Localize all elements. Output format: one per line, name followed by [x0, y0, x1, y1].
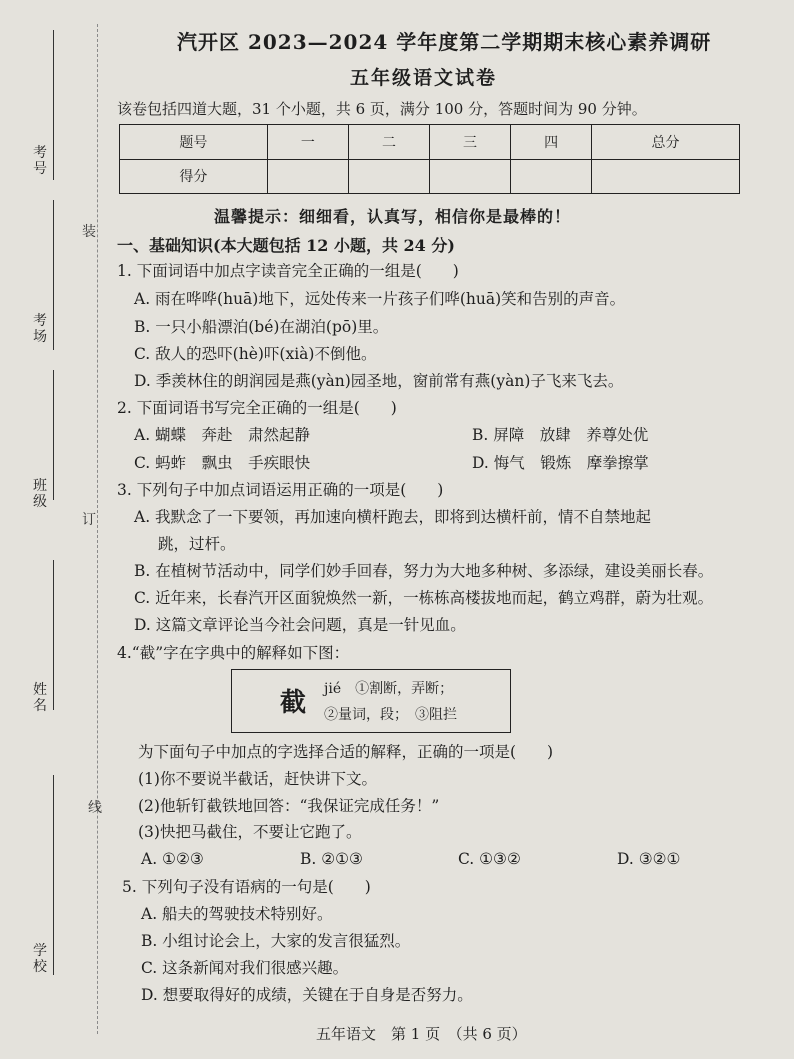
- score-table-row: [120, 159, 740, 194]
- score-table-cell: 四: [511, 125, 592, 160]
- binding-dashed-line: [97, 24, 98, 1034]
- field-label-xuexiao: 学校: [33, 943, 47, 975]
- q5-stem: 5. 下列句子没有语病的一句是( ): [122, 878, 371, 896]
- field-line-xingming: [53, 560, 54, 710]
- q3-stem: 3. 下列句子中加点词语运用正确的一项是( ): [117, 481, 444, 499]
- score-table-cell: 一: [267, 125, 348, 160]
- score-input-cell[interactable]: [592, 159, 740, 194]
- binding-mark-zhuang: 装: [82, 224, 96, 240]
- section-1-title: 一、基础知识(本大题包括 12 小题，共 24 分): [117, 236, 455, 255]
- dictionary-entry-box: [231, 669, 511, 733]
- q2-option-a: A. 蝴蝶 奔赴 肃然起静: [134, 426, 311, 444]
- q4-option-d: D. ③②①: [617, 850, 681, 868]
- field-label-kaochang: 考场: [33, 313, 47, 345]
- dictionary-character: 截: [280, 688, 307, 718]
- field-line-kaohao: [53, 30, 54, 180]
- q5-option-d: D. 想要取得好的成绩，关键在于自身是否努力。: [141, 986, 473, 1004]
- dictionary-definition-1: jié ①割断，弄断；: [324, 681, 454, 697]
- field-label-kaohao: 考号: [33, 145, 47, 177]
- score-table-cell: 二: [348, 125, 429, 160]
- field-line-kaochang: [53, 200, 54, 350]
- q3-option-c: C. 近年来，长春汽开区面貌焕然一新，一栋栋高楼拔地而起，鹤立鸡群，蔚为壮观。: [134, 589, 714, 607]
- dictionary-definition-2: ②量词，段； ③阻拦: [324, 707, 457, 723]
- score-input-cell[interactable]: [429, 159, 510, 194]
- q3-option-a-line1: A. 我默念了一下要领，再加速向横杆跑去，即将到达横杆前，情不自禁地起: [134, 508, 652, 526]
- q1-option-d: D. 季羡林住的朗润园是燕(yàn)园圣地，窗前常有燕(yàn)子飞来飞去。: [134, 372, 624, 390]
- q1-stem: 1. 下面词语中加点字读音完全正确的一组是( ): [117, 262, 459, 280]
- q4-option-a: A. ①②③: [141, 850, 204, 868]
- score-input-cell[interactable]: [348, 159, 429, 194]
- q4-stem: 4.“截”字在字典中的解释如下图：: [117, 644, 350, 662]
- q1-option-c: C. 敌人的恐吓(hè)吓(xià)不倒他。: [134, 345, 377, 363]
- score-table: [119, 124, 740, 194]
- score-input-cell[interactable]: [511, 159, 592, 194]
- field-line-banji: [53, 370, 54, 500]
- exam-intro: 该卷包括四道大题，31 个小题，共 6 页，满分 100 分，答题时间为 90 分钟。: [117, 100, 647, 118]
- page-title: 汽开区 2023—2024 学年度第二学期期末核心素养调研: [177, 30, 712, 54]
- score-table-cell: 得分: [120, 159, 268, 194]
- page-subtitle: 五年级语文试卷: [350, 67, 498, 89]
- q4-sentence-2: (2)他斩钉截铁地回答：“我保证完成任务！”: [138, 797, 440, 815]
- q5-option-b: B. 小组讨论会上，大家的发言很猛烈。: [141, 932, 411, 950]
- score-table-row: [120, 125, 740, 160]
- q3-option-b: B. 在植树节活动中，同学们妙手回春，努力为大地多种树、多添绿，建设美丽长春。: [134, 562, 714, 580]
- field-label-xingming: 姓名: [33, 682, 47, 714]
- score-table-cell: 三: [429, 125, 510, 160]
- q2-option-b: B. 屏障 放肆 养尊处优: [472, 426, 649, 444]
- q4-sentence-3: (3)快把马截住，不要让它跑了。: [138, 823, 362, 841]
- q4-option-b: B. ②①③: [300, 850, 363, 868]
- q5-option-c: C. 这条新闻对我们很感兴趣。: [141, 959, 349, 977]
- q2-stem: 2. 下面词语书写完全正确的一组是( ): [117, 399, 397, 417]
- q3-option-a-line2: 跳，过杆。: [158, 535, 236, 553]
- q2-option-c: C. 蚂蚱 飘虫 手疾眼快: [134, 454, 311, 472]
- q4-prompt: 为下面句子中加点的字选择合适的解释，正确的一项是( ): [138, 743, 554, 761]
- score-input-cell[interactable]: [267, 159, 348, 194]
- score-table-cell: 总分: [592, 125, 740, 160]
- page-footer: 五年语文 第 1 页 （共 6 页）: [316, 1025, 527, 1043]
- tip-text: 温馨提示：细细看，认真写，相信你是最棒的！: [214, 207, 572, 226]
- q3-option-d: D. 这篇文章评论当今社会问题，真是一针见血。: [134, 616, 466, 634]
- binding-mark-ding: 订: [82, 512, 96, 528]
- q1-option-b: B. 一只小船漂泊(bé)在湖泊(pō)里。: [134, 318, 389, 336]
- field-line-xuexiao: [53, 775, 54, 975]
- q2-option-d: D. 悔气 锻炼 摩拳擦掌: [472, 454, 649, 472]
- q5-option-a: A. 船夫的驾驶技术特别好。: [141, 905, 333, 923]
- q4-option-c: C. ①③②: [458, 850, 521, 868]
- q4-sentence-1: (1)你不要说半截话，赶快讲下文。: [138, 770, 377, 788]
- field-label-banji: 班级: [33, 478, 47, 510]
- q1-option-a: A. 雨在哗哗(huā)地下，远处传来一片孩子们哗(huā)笑和告别的声音。: [134, 290, 626, 308]
- score-table-cell: 题号: [120, 125, 268, 160]
- binding-mark-xian: 线: [88, 800, 102, 816]
